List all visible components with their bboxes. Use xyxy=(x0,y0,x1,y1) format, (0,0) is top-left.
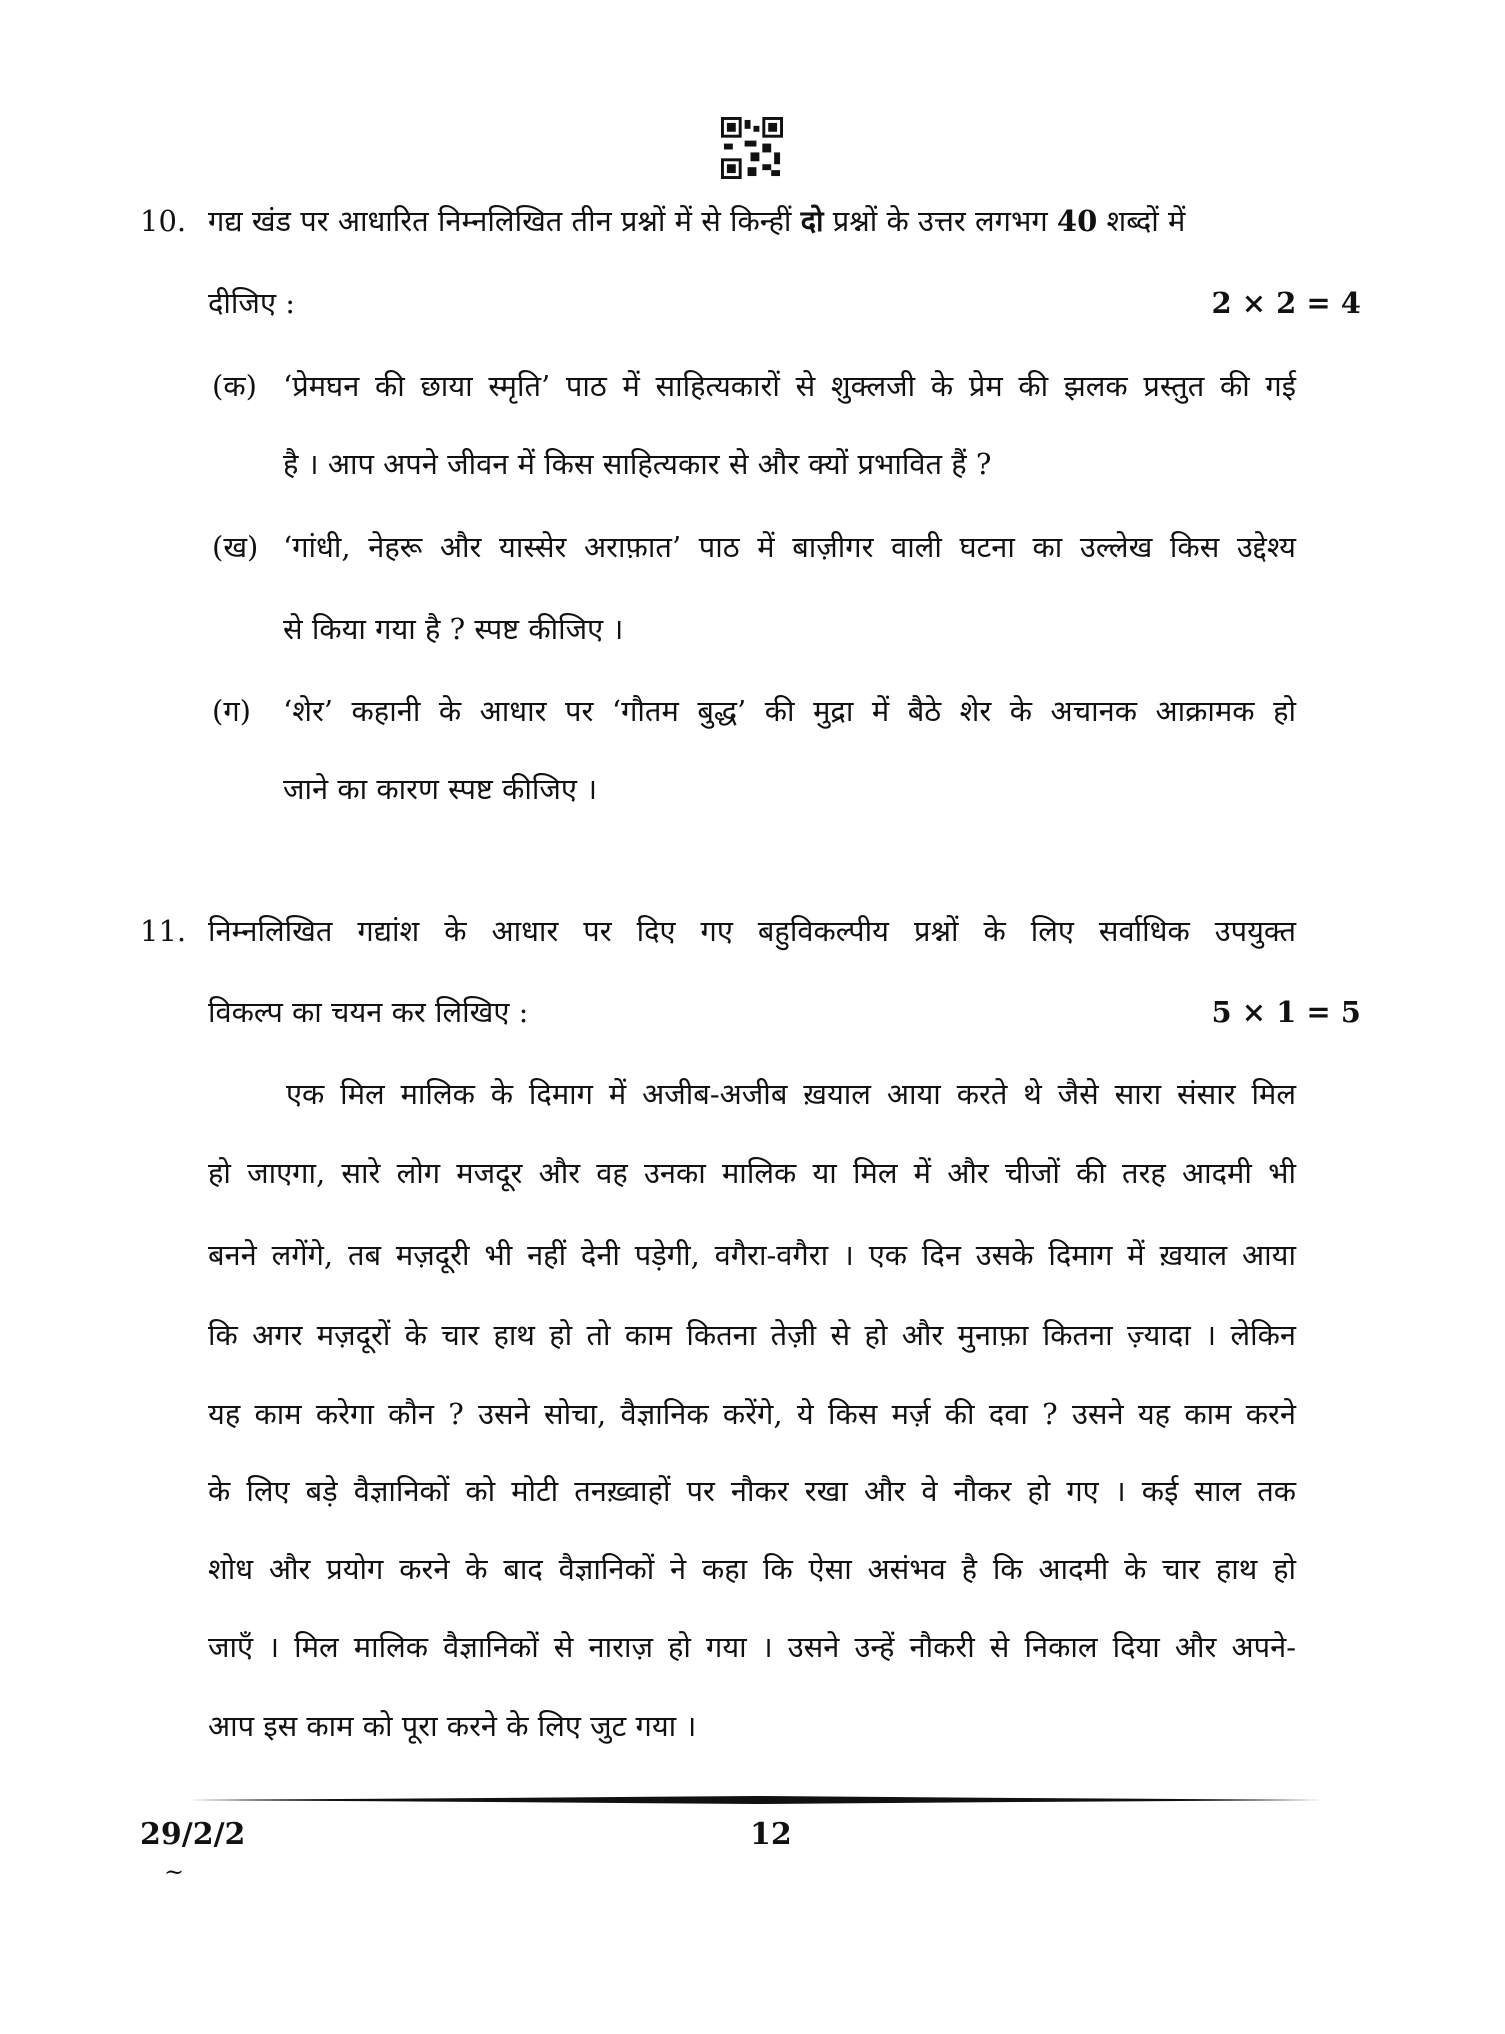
paper-code: 29/2/2 xyxy=(140,1817,246,1852)
question-text xyxy=(208,201,1185,241)
passage-line: एक मिल मालिक के दिमाग में अजीब-अजीब ख़याल आया करते थे जैसे सारा संसार मिल xyxy=(286,1077,1296,1111)
sub-question-text: ‘शेर’ कहानी के आधार पर ‘गौतम बुद्ध’ की मुद्रा में बैठे शेर के अचानक आक्रामक हो xyxy=(283,694,1296,728)
bold-text: दो xyxy=(800,204,824,238)
text: प्रश्नों के उत्तर लगभग xyxy=(823,204,1057,238)
question-number: 11. xyxy=(140,914,187,948)
sub-question-text: जाने का कारण स्पष्ट कीजिए । xyxy=(283,772,598,806)
question-text: निम्नलिखित गद्यांश के आधार पर दिए गए बहुविकल्पीय प्रश्नों के लिए सर्वाधिक उपयुक्त xyxy=(208,914,1296,948)
passage-line: आप इस काम को पूरा करने के लिए जुट गया । xyxy=(208,1709,697,1743)
text: शब्दों में xyxy=(1097,204,1186,238)
text: गद्य खंड पर आधारित निम्नलिखित तीन प्रश्नों में से किन्हीं xyxy=(208,204,801,238)
footer-rule xyxy=(188,1796,1323,1804)
sub-question-label: (ग) xyxy=(212,694,251,728)
question-text: विकल्प का चयन कर लिखिए : xyxy=(208,995,529,1029)
sub-question-label: (क) xyxy=(212,369,257,403)
marks: 5 × 1 = 5 xyxy=(1211,995,1361,1029)
question-text: दीजिए : xyxy=(208,286,295,320)
question-number: 10. xyxy=(140,204,187,238)
sub-question-text: है । आप अपने जीवन में किस साहित्यकार से और क्यों प्रभावित हैं ? xyxy=(283,447,992,481)
sub-question-text: से किया गया है ? स्पष्ट कीजिए । xyxy=(283,612,624,646)
bold-text: 40 xyxy=(1056,204,1098,238)
passage-line: शोध और प्रयोग करने के बाद वैज्ञानिकों ने कहा कि ऐसा असंभव है कि आदमी के चार हाथ हो xyxy=(208,1552,1296,1586)
passage-line: के लिए बड़े वैज्ञानिकों को मोटी तनख़्वाहों पर नौकर रखा और वे नौकर हो गए । कई साल तक xyxy=(208,1474,1296,1508)
marks: 2 × 2 = 4 xyxy=(1211,286,1361,320)
passage-line: हो जाएगा, सारे लोग मजदूर और वह उनका मालिक या मिल में और चीजों की तरह आदमी भी xyxy=(208,1156,1296,1190)
passage-line: यह काम करेगा कौन ? उसने सोचा, वैज्ञानिक करेंगे, ये किस मर्ज़ की दवा ? उसने यह काम करने xyxy=(208,1397,1296,1431)
sub-question-text: ‘गांधी, नेहरू और यास्सेर अराफ़ात’ पाठ में बाज़ीगर वाली घटना का उल्लेख किस उद्देश्य xyxy=(283,530,1296,564)
page-number: 12 xyxy=(750,1817,792,1852)
passage-line: कि अगर मज़दूरों के चार हाथ हो तो काम कितना तेज़ी से हो और मुनाफ़ा कितना ज़्यादा । लेकिन xyxy=(208,1318,1296,1352)
qr-code xyxy=(720,117,784,179)
passage-line: जाएँ । मिल मालिक वैज्ञानिकों से नाराज़ हो गया । उसने उन्हें नौकरी से निकाल दिया और अपने- xyxy=(208,1630,1296,1664)
sub-question-label: (ख) xyxy=(212,530,259,564)
passage-line: बनने लगेंगे, तब मज़दूरी भी नहीं देनी पड़ेगी, वगैरा-वगैरा । एक दिन उसके दिमाग में ख़याल आया xyxy=(208,1238,1296,1272)
sub-question-text: ‘प्रेमघन की छाया स्मृति’ पाठ में साहित्यकारों से शुक्लजी के प्रेम की झलक प्रस्तुत की गई xyxy=(283,369,1296,403)
footer-mark: ~ xyxy=(164,1858,185,1886)
